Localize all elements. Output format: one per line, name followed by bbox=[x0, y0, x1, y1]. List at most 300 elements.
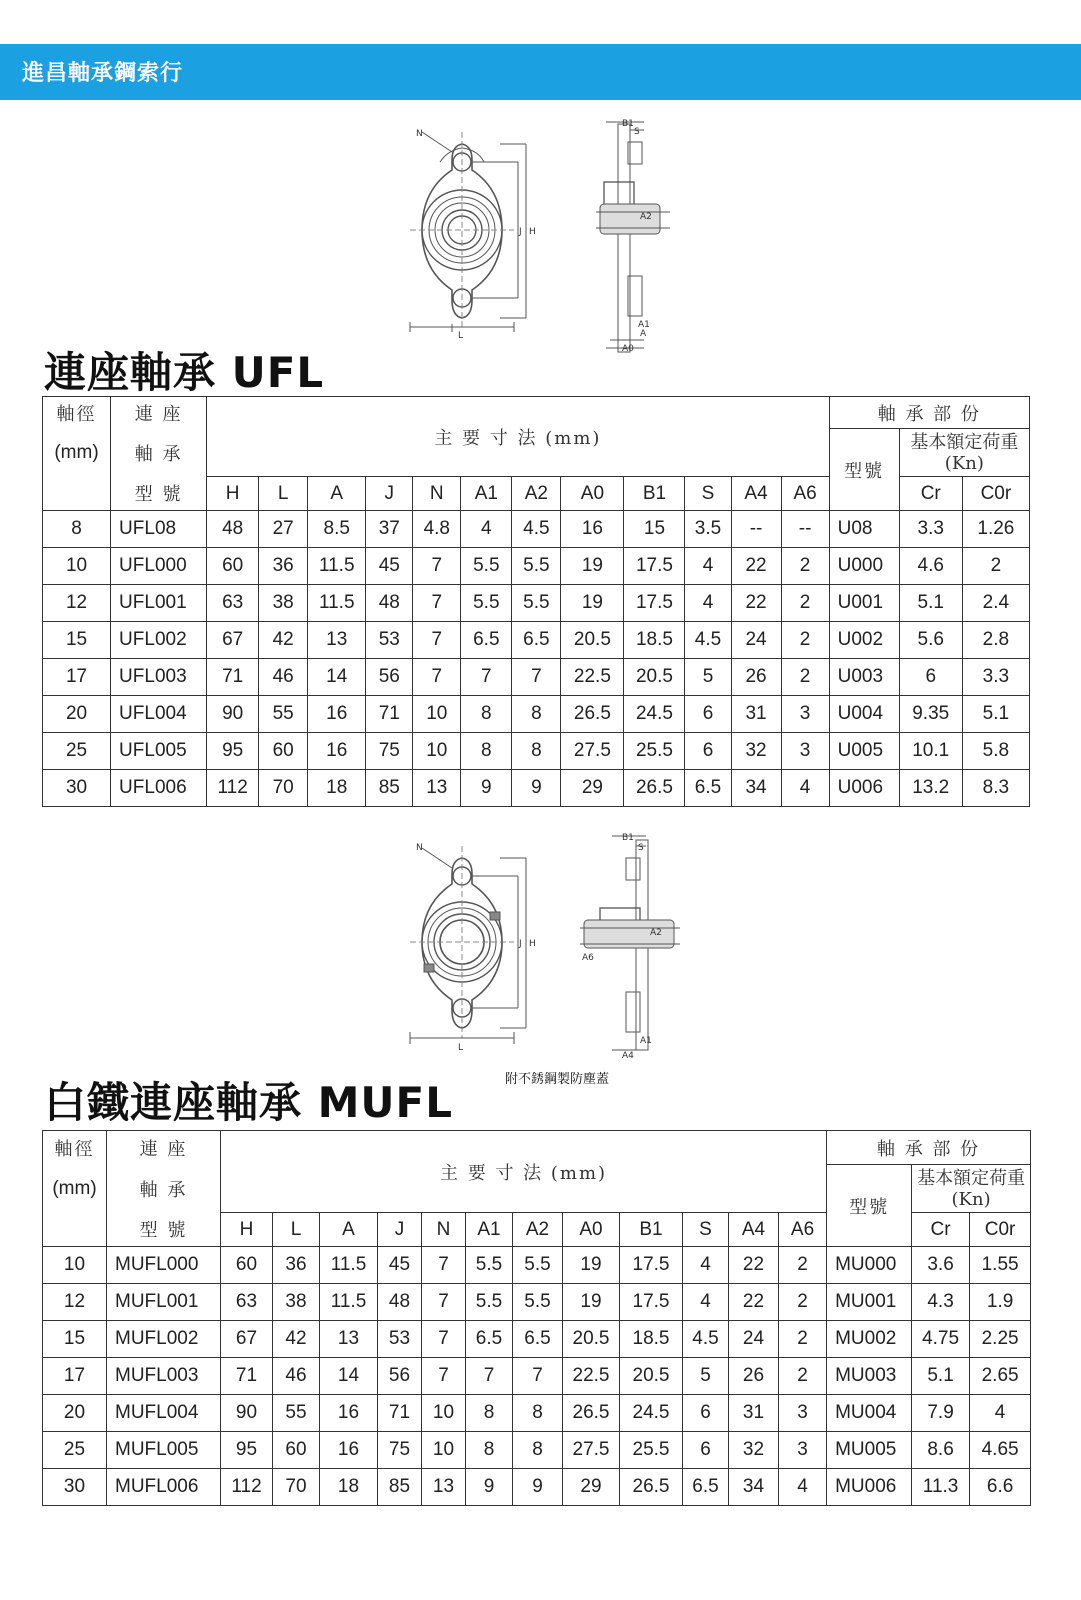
ufl-col-shaft-unit: (mm) bbox=[43, 429, 111, 477]
mufl-table-cell: 2 bbox=[779, 1247, 827, 1284]
mufl-table-cell: 6 bbox=[683, 1395, 729, 1432]
mufl-dim-header: A0 bbox=[563, 1213, 620, 1247]
ufl-table-cell: UFL001 bbox=[111, 585, 207, 622]
mufl-table-cell: 11.5 bbox=[320, 1247, 378, 1284]
ufl-table-row bbox=[43, 622, 1030, 659]
ufl-spec-table bbox=[42, 396, 1030, 807]
mufl-table-cell: MUFL005 bbox=[107, 1432, 221, 1469]
ufl-model-label: 型號 bbox=[829, 429, 899, 511]
ufl-table-cell: 10.1 bbox=[899, 733, 962, 770]
mufl-table-cell: 15 bbox=[43, 1321, 107, 1358]
ufl-table-cell: 16 bbox=[561, 511, 624, 548]
ufl-label-j: J bbox=[519, 227, 522, 237]
mufl-table-cell: 4 bbox=[683, 1247, 729, 1284]
ufl-table-cell: 60 bbox=[207, 548, 259, 585]
mufl-table-cell: 19 bbox=[563, 1247, 620, 1284]
mufl-table-cell: 7 bbox=[513, 1358, 563, 1395]
ufl-table-cell: 8 bbox=[512, 696, 561, 733]
mufl-table-cell: 26.5 bbox=[563, 1395, 620, 1432]
ufl-table-cell: 2 bbox=[781, 585, 829, 622]
ufl-table-cell: 24.5 bbox=[624, 696, 685, 733]
ufl-table-row bbox=[43, 659, 1030, 696]
mufl-table-row bbox=[43, 1284, 1031, 1321]
ufl-table-cell: 5.5 bbox=[461, 548, 512, 585]
ufl-table-cell: 71 bbox=[207, 659, 259, 696]
ufl-table-cell: 11.5 bbox=[308, 548, 366, 585]
ufl-table-cell: 5.8 bbox=[962, 733, 1029, 770]
mufl-table-cell: 10 bbox=[43, 1247, 107, 1284]
ufl-table-cell: 3.3 bbox=[899, 511, 962, 548]
ufl-label-l: L bbox=[458, 331, 464, 341]
ufl-table-cell: 34 bbox=[731, 770, 781, 807]
mufl-table-cell: 85 bbox=[378, 1469, 422, 1506]
mufl-table-cell: 48 bbox=[378, 1284, 422, 1321]
ufl-col-housing-line1: 連 座 bbox=[111, 397, 207, 429]
ufl-table-cell: 16 bbox=[308, 733, 366, 770]
ufl-table-cell: 75 bbox=[366, 733, 413, 770]
mufl-table-cell: MUFL006 bbox=[107, 1469, 221, 1506]
ufl-table-cell: 11.5 bbox=[308, 585, 366, 622]
ufl-table-cell: 90 bbox=[207, 696, 259, 733]
ufl-table-cell: 3 bbox=[781, 733, 829, 770]
mufl-table-cell: 29 bbox=[563, 1469, 620, 1506]
mufl-table-cell: 30 bbox=[43, 1469, 107, 1506]
ufl-table-cell: U004 bbox=[829, 696, 899, 733]
mufl-table-cell: MU003 bbox=[827, 1358, 912, 1395]
ufl-table-cell: 22.5 bbox=[561, 659, 624, 696]
ufl-dim-header: S bbox=[685, 477, 731, 511]
mufl-table-cell: 42 bbox=[273, 1321, 320, 1358]
ufl-table-cell: 3.5 bbox=[685, 511, 731, 548]
mufl-dust-cover-note: 附不銹鋼製防塵蓋 bbox=[505, 1072, 610, 1087]
mufl-table-cell: 3 bbox=[779, 1432, 827, 1469]
ufl-table-cell: U003 bbox=[829, 659, 899, 696]
ufl-table-cell: 7 bbox=[512, 659, 561, 696]
mufl-label-b1: B1 bbox=[622, 833, 634, 843]
mufl-table-cell: 26.5 bbox=[620, 1469, 683, 1506]
mufl-table-cell: 26 bbox=[729, 1358, 779, 1395]
ufl-table-cell: 2 bbox=[781, 622, 829, 659]
ufl-table-row bbox=[43, 511, 1030, 548]
ufl-table-cell: 25 bbox=[43, 733, 111, 770]
mufl-load-header: C0r bbox=[970, 1213, 1031, 1247]
mufl-table-cell: 16 bbox=[320, 1432, 378, 1469]
mufl-table-cell: 20.5 bbox=[563, 1321, 620, 1358]
mufl-table-cell: 90 bbox=[221, 1395, 273, 1432]
mufl-dim-header: N bbox=[422, 1213, 466, 1247]
mufl-table-cell: 7 bbox=[466, 1358, 513, 1395]
mufl-table-cell: 71 bbox=[378, 1395, 422, 1432]
ufl-table-cell: 15 bbox=[43, 622, 111, 659]
mufl-table-cell: 8 bbox=[466, 1432, 513, 1469]
mufl-table-cell: 1.9 bbox=[970, 1284, 1031, 1321]
mufl-table-cell: 8 bbox=[513, 1395, 563, 1432]
ufl-table-cell: 15 bbox=[624, 511, 685, 548]
mufl-table-cell: 34 bbox=[729, 1469, 779, 1506]
ufl-load-header: Cr bbox=[899, 477, 962, 511]
mufl-dim-header: A6 bbox=[779, 1213, 827, 1247]
ufl-table-cell: 10 bbox=[413, 696, 461, 733]
mufl-dim-header: A4 bbox=[729, 1213, 779, 1247]
ufl-col-shaft: 軸徑 bbox=[43, 397, 111, 429]
ufl-table-cell: 4 bbox=[781, 770, 829, 807]
mufl-dim-header: A2 bbox=[513, 1213, 563, 1247]
mufl-table-cell: 2 bbox=[779, 1321, 827, 1358]
ufl-table-cell: 9 bbox=[512, 770, 561, 807]
mufl-table-cell: 5.5 bbox=[466, 1284, 513, 1321]
mufl-table-cell: 112 bbox=[221, 1469, 273, 1506]
ufl-dim-header: H bbox=[207, 477, 259, 511]
mufl-table-cell: 20.5 bbox=[620, 1358, 683, 1395]
ufl-table-cell: 8 bbox=[512, 733, 561, 770]
ufl-table-cell: 38 bbox=[259, 585, 308, 622]
ufl-table-cell: 48 bbox=[366, 585, 413, 622]
ufl-dim-header: A4 bbox=[731, 477, 781, 511]
mufl-label-s: S bbox=[638, 843, 644, 853]
mufl-table-cell: 25.5 bbox=[620, 1432, 683, 1469]
mufl-table-cell: MUFL003 bbox=[107, 1358, 221, 1395]
mufl-label-l: L bbox=[458, 1043, 464, 1053]
ufl-table-cell: 31 bbox=[731, 696, 781, 733]
company-name: 進昌軸承鋼索行 bbox=[22, 61, 184, 86]
ufl-table-cell: 30 bbox=[43, 770, 111, 807]
ufl-table-cell: 95 bbox=[207, 733, 259, 770]
ufl-table-cell: 53 bbox=[366, 622, 413, 659]
ufl-table-cell: 7 bbox=[413, 548, 461, 585]
ufl-table-cell: 8 bbox=[461, 696, 512, 733]
mufl-table-cell: MU006 bbox=[827, 1469, 912, 1506]
mufl-table-cell: 4.3 bbox=[912, 1284, 970, 1321]
ufl-table-cell: 8.5 bbox=[308, 511, 366, 548]
mufl-table-cell: MU000 bbox=[827, 1247, 912, 1284]
ufl-label-n: N bbox=[416, 129, 423, 139]
ufl-table-cell: 4.5 bbox=[512, 511, 561, 548]
mufl-model-label: 型號 bbox=[827, 1165, 912, 1247]
ufl-table-cell: 63 bbox=[207, 585, 259, 622]
mufl-table-cell: 22.5 bbox=[563, 1358, 620, 1395]
mufl-table-cell: 38 bbox=[273, 1284, 320, 1321]
ufl-bearing-part-header: 軸 承 部 份 bbox=[829, 397, 1029, 429]
mufl-col-housing-line1: 連 座 bbox=[107, 1131, 221, 1165]
mufl-table-cell: 10 bbox=[422, 1432, 466, 1469]
mufl-rated-load-title: 基本額定荷重 bbox=[917, 1167, 1026, 1189]
ufl-table-cell: 36 bbox=[259, 548, 308, 585]
mufl-table-cell: 6.6 bbox=[970, 1469, 1031, 1506]
mufl-table-cell: 27.5 bbox=[563, 1432, 620, 1469]
mufl-table-cell: 8 bbox=[513, 1432, 563, 1469]
mufl-table-cell: 8.6 bbox=[912, 1432, 970, 1469]
mufl-table-cell: 75 bbox=[378, 1432, 422, 1469]
ufl-table-cell: UFL002 bbox=[111, 622, 207, 659]
ufl-table-cell: UFL004 bbox=[111, 696, 207, 733]
mufl-table-cell: 6.5 bbox=[513, 1321, 563, 1358]
ufl-table-cell: 5.6 bbox=[899, 622, 962, 659]
mufl-label-n: N bbox=[416, 843, 423, 853]
ufl-table-cell: 5.1 bbox=[962, 696, 1029, 733]
ufl-table-cell: 7 bbox=[413, 585, 461, 622]
ufl-dim-header: A2 bbox=[512, 477, 561, 511]
ufl-table-cell: 6 bbox=[899, 659, 962, 696]
ufl-col-housing-line3: 型 號 bbox=[111, 477, 207, 511]
ufl-label-s: S bbox=[634, 127, 640, 137]
mufl-label-j: J bbox=[519, 939, 522, 949]
mufl-label-a4: A4 bbox=[622, 1051, 634, 1061]
mufl-table-cell: 6.5 bbox=[683, 1469, 729, 1506]
ufl-table-cell: U000 bbox=[829, 548, 899, 585]
mufl-table-cell: MUFL001 bbox=[107, 1284, 221, 1321]
ufl-table-cell: 13 bbox=[308, 622, 366, 659]
mufl-table-cell: 31 bbox=[729, 1395, 779, 1432]
ufl-table-cell: 24 bbox=[731, 622, 781, 659]
ufl-load-header: C0r bbox=[962, 477, 1029, 511]
ufl-dim-header: N bbox=[413, 477, 461, 511]
mufl-table-row bbox=[43, 1247, 1031, 1284]
ufl-table-cell: U001 bbox=[829, 585, 899, 622]
mufl-table-cell: 17.5 bbox=[620, 1284, 683, 1321]
mufl-main-dims-header: 主 要 寸 法 (mm) bbox=[221, 1131, 827, 1213]
mufl-table-cell: 11.5 bbox=[320, 1284, 378, 1321]
mufl-table-cell: 2.65 bbox=[970, 1358, 1031, 1395]
ufl-table-cell: 6 bbox=[685, 696, 731, 733]
ufl-table-row bbox=[43, 585, 1030, 622]
ufl-table-cell: 4 bbox=[461, 511, 512, 548]
header-banner bbox=[0, 44, 1081, 100]
mufl-table-cell: 12 bbox=[43, 1284, 107, 1321]
ufl-table-cell: 20.5 bbox=[624, 659, 685, 696]
ufl-table-cell: 9 bbox=[461, 770, 512, 807]
ufl-table-cell: 71 bbox=[366, 696, 413, 733]
mufl-table-cell: MU005 bbox=[827, 1432, 912, 1469]
ufl-table-row bbox=[43, 733, 1030, 770]
ufl-table-cell: 27 bbox=[259, 511, 308, 548]
mufl-col-shaft-blank bbox=[43, 1213, 107, 1247]
mufl-table-cell: MUFL004 bbox=[107, 1395, 221, 1432]
ufl-table-cell: 4.5 bbox=[685, 622, 731, 659]
mufl-table-cell: 2 bbox=[779, 1284, 827, 1321]
mufl-dim-header: J bbox=[378, 1213, 422, 1247]
mufl-table-row bbox=[43, 1432, 1031, 1469]
ufl-table-cell: 2 bbox=[962, 548, 1029, 585]
ufl-table-cell: 1.26 bbox=[962, 511, 1029, 548]
ufl-table-cell: 9.35 bbox=[899, 696, 962, 733]
mufl-bearing-part-header: 軸 承 部 份 bbox=[827, 1131, 1031, 1165]
mufl-table-cell: 25 bbox=[43, 1432, 107, 1469]
ufl-table-row bbox=[43, 770, 1030, 807]
ufl-table-cell: U006 bbox=[829, 770, 899, 807]
mufl-table-cell: 2.25 bbox=[970, 1321, 1031, 1358]
mufl-table-cell: 6.5 bbox=[466, 1321, 513, 1358]
ufl-rated-load-title: 基本額定荷重 bbox=[910, 431, 1019, 453]
mufl-table-cell: 46 bbox=[273, 1358, 320, 1395]
mufl-table-cell: 18 bbox=[320, 1469, 378, 1506]
mufl-table-cell: 11.3 bbox=[912, 1469, 970, 1506]
ufl-col-housing-line2: 軸 承 bbox=[111, 429, 207, 477]
ufl-label-b1: B1 bbox=[622, 119, 634, 129]
mufl-table-cell: 22 bbox=[729, 1247, 779, 1284]
mufl-dim-header: B1 bbox=[620, 1213, 683, 1247]
mufl-table-cell: 1.55 bbox=[970, 1247, 1031, 1284]
ufl-table-cell: UFL005 bbox=[111, 733, 207, 770]
mufl-load-header: Cr bbox=[912, 1213, 970, 1247]
mufl-table-cell: 16 bbox=[320, 1395, 378, 1432]
mufl-label-h: H bbox=[529, 939, 536, 949]
ufl-label-a0: A0 bbox=[622, 344, 634, 354]
ufl-table-cell: U08 bbox=[829, 511, 899, 548]
ufl-table-cell: 7 bbox=[461, 659, 512, 696]
mufl-table-cell: 36 bbox=[273, 1247, 320, 1284]
ufl-table-cell: 29 bbox=[561, 770, 624, 807]
ufl-table-cell: 45 bbox=[366, 548, 413, 585]
ufl-label-a2: A2 bbox=[640, 212, 652, 222]
ufl-table-cell: 25.5 bbox=[624, 733, 685, 770]
ufl-table-cell: 4 bbox=[685, 548, 731, 585]
mufl-dim-header: A1 bbox=[466, 1213, 513, 1247]
ufl-col-shaft-blank bbox=[43, 477, 111, 511]
mufl-dim-header: H bbox=[221, 1213, 273, 1247]
ufl-table-row bbox=[43, 696, 1030, 733]
ufl-table-cell: 7 bbox=[413, 622, 461, 659]
mufl-table-cell: 18.5 bbox=[620, 1321, 683, 1358]
ufl-table-cell: 70 bbox=[259, 770, 308, 807]
ufl-rated-load-unit: (Kn) bbox=[944, 452, 984, 474]
ufl-table-cell: 48 bbox=[207, 511, 259, 548]
mufl-table-cell: 14 bbox=[320, 1358, 378, 1395]
ufl-table-cell: UFL08 bbox=[111, 511, 207, 548]
ufl-table-cell: 8.3 bbox=[962, 770, 1029, 807]
mufl-table-cell: 5.1 bbox=[912, 1358, 970, 1395]
mufl-table-row bbox=[43, 1395, 1031, 1432]
mufl-table-cell: 95 bbox=[221, 1432, 273, 1469]
ufl-table-cell: 22 bbox=[731, 548, 781, 585]
ufl-dim-header: A6 bbox=[781, 477, 829, 511]
mufl-table-cell: 19 bbox=[563, 1284, 620, 1321]
mufl-rated-load-header bbox=[912, 1165, 1031, 1213]
mufl-table-cell: 9 bbox=[513, 1469, 563, 1506]
ufl-table-cell: 18.5 bbox=[624, 622, 685, 659]
mufl-table-cell: 4.75 bbox=[912, 1321, 970, 1358]
ufl-table-cell: 6.5 bbox=[461, 622, 512, 659]
ufl-table-cell: 56 bbox=[366, 659, 413, 696]
mufl-table-cell: 10 bbox=[422, 1395, 466, 1432]
ufl-table-cell: 4 bbox=[685, 585, 731, 622]
mufl-table-cell: 60 bbox=[273, 1432, 320, 1469]
ufl-table-cell: 6 bbox=[685, 733, 731, 770]
ufl-technical-drawing bbox=[400, 112, 690, 362]
ufl-table-cell: 14 bbox=[308, 659, 366, 696]
ufl-table-cell: 5.5 bbox=[461, 585, 512, 622]
ufl-table-cell: UFL000 bbox=[111, 548, 207, 585]
ufl-table-cell: 37 bbox=[366, 511, 413, 548]
mufl-table-row bbox=[43, 1358, 1031, 1395]
mufl-dim-header: S bbox=[683, 1213, 729, 1247]
mufl-table-cell: 9 bbox=[466, 1469, 513, 1506]
mufl-table-cell: 2 bbox=[779, 1358, 827, 1395]
ufl-table-cell: 26.5 bbox=[624, 770, 685, 807]
mufl-table-cell: 60 bbox=[221, 1247, 273, 1284]
ufl-table-row bbox=[43, 548, 1030, 585]
ufl-table-cell: 4.8 bbox=[413, 511, 461, 548]
mufl-table-cell: MU002 bbox=[827, 1321, 912, 1358]
mufl-table-cell: 70 bbox=[273, 1469, 320, 1506]
mufl-technical-drawing bbox=[400, 828, 690, 1063]
mufl-table-cell: 5.5 bbox=[513, 1284, 563, 1321]
ufl-table-cell: 2 bbox=[781, 548, 829, 585]
mufl-label-a6: A6 bbox=[582, 953, 594, 963]
mufl-table-cell: 55 bbox=[273, 1395, 320, 1432]
mufl-table-cell: 17.5 bbox=[620, 1247, 683, 1284]
ufl-table-cell: U005 bbox=[829, 733, 899, 770]
ufl-table-cell: 19 bbox=[561, 548, 624, 585]
ufl-table-cell: 13.2 bbox=[899, 770, 962, 807]
mufl-table-cell: 56 bbox=[378, 1358, 422, 1395]
ufl-table-cell: 8 bbox=[461, 733, 512, 770]
ufl-table-cell: 6.5 bbox=[512, 622, 561, 659]
ufl-main-dims-header: 主 要 寸 法 (mm) bbox=[207, 397, 830, 477]
mufl-table-cell: MU004 bbox=[827, 1395, 912, 1432]
mufl-table-cell: 20 bbox=[43, 1395, 107, 1432]
ufl-table-cell: 5.1 bbox=[899, 585, 962, 622]
mufl-table-cell: 22 bbox=[729, 1284, 779, 1321]
mufl-table-row bbox=[43, 1469, 1031, 1506]
mufl-col-shaft-unit: (mm) bbox=[43, 1165, 107, 1213]
mufl-table-cell: MU001 bbox=[827, 1284, 912, 1321]
mufl-dim-header: A bbox=[320, 1213, 378, 1247]
mufl-col-housing-line3: 型 號 bbox=[107, 1213, 221, 1247]
ufl-table-cell: 26 bbox=[731, 659, 781, 696]
mufl-spec-table bbox=[42, 1130, 1031, 1506]
ufl-table-cell: 20 bbox=[43, 696, 111, 733]
mufl-table-cell: 7 bbox=[422, 1284, 466, 1321]
ufl-table-cell: 17.5 bbox=[624, 585, 685, 622]
mufl-label-a2: A2 bbox=[650, 928, 662, 938]
ufl-table-cell: 20.5 bbox=[561, 622, 624, 659]
ufl-table-cell: 22 bbox=[731, 585, 781, 622]
mufl-table-cell: 7 bbox=[422, 1321, 466, 1358]
mufl-label-a1: A1 bbox=[640, 1036, 652, 1046]
ufl-dim-header: A bbox=[308, 477, 366, 511]
mufl-table-row bbox=[43, 1321, 1031, 1358]
ufl-dim-header: B1 bbox=[624, 477, 685, 511]
ufl-dim-header: L bbox=[259, 477, 308, 511]
mufl-table-cell: 6 bbox=[683, 1432, 729, 1469]
mufl-table-cell: 7 bbox=[422, 1247, 466, 1284]
ufl-table-cell: 5.5 bbox=[512, 548, 561, 585]
ufl-section-title: 連座軸承 UFL bbox=[44, 348, 325, 397]
mufl-table-cell: 32 bbox=[729, 1432, 779, 1469]
mufl-section-title: 白鐵連座軸承 MUFL bbox=[44, 1078, 453, 1127]
ufl-table-cell: -- bbox=[731, 511, 781, 548]
mufl-table-cell: MUFL002 bbox=[107, 1321, 221, 1358]
mufl-table-cell: 24.5 bbox=[620, 1395, 683, 1432]
ufl-table-cell: 17.5 bbox=[624, 548, 685, 585]
ufl-label-h: H bbox=[529, 227, 536, 237]
ufl-table-cell: -- bbox=[781, 511, 829, 548]
mufl-table-cell: 67 bbox=[221, 1321, 273, 1358]
mufl-table-cell: 13 bbox=[320, 1321, 378, 1358]
mufl-table-cell: 53 bbox=[378, 1321, 422, 1358]
ufl-table-cell: 46 bbox=[259, 659, 308, 696]
mufl-table-cell: 4 bbox=[779, 1469, 827, 1506]
ufl-table-cell: 13 bbox=[413, 770, 461, 807]
ufl-table-cell: 5.5 bbox=[512, 585, 561, 622]
ufl-table-cell: 27.5 bbox=[561, 733, 624, 770]
ufl-table-cell: 8 bbox=[43, 511, 111, 548]
mufl-col-shaft: 軸徑 bbox=[43, 1131, 107, 1165]
ufl-dim-header: A0 bbox=[561, 477, 624, 511]
ufl-table-cell: 67 bbox=[207, 622, 259, 659]
ufl-table-cell: 6.5 bbox=[685, 770, 731, 807]
ufl-table-cell: 85 bbox=[366, 770, 413, 807]
